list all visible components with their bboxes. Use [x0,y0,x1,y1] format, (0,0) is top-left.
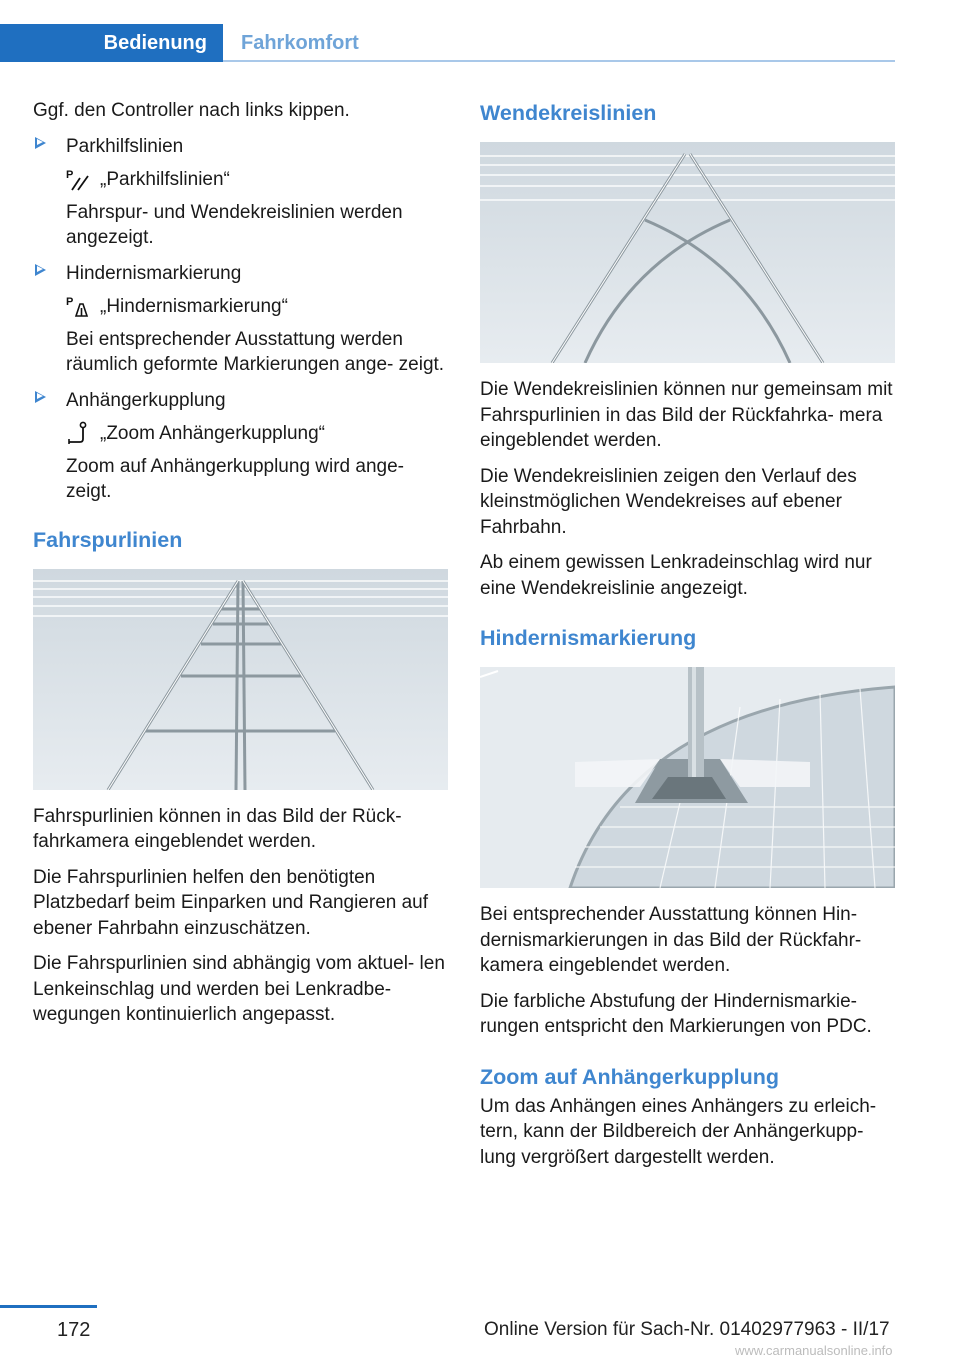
zoom-paragraph-1: Um das Anhängen eines Anhängers zu erleich‐ tern, kann der Bildbereich der Anhängerkupp‐ lung vergrößert dargestellt werden. [480,1095,877,1168]
wendekreislinien-paragraph-1: Die Wendekreislinien können nur gemeinsam mit Fahrspurlinien in das Bild der Rückfahrka‐ mera eingeblendet werden. [480,379,893,451]
bullet-triangle-icon [35,391,46,403]
list-item-hindernismarkierung [33,261,448,378]
hindernismarkierung-paragraph-1: Bei entsprechender Ausstattung können Hin‐ dernismarkierungen in das Bild der Rückfahr‐ kamera eingeblendet werden. [480,904,862,976]
menu-label: „Zoom Anhängerkupplung“ [100,422,325,444]
fahrspurlinien-image [33,569,448,790]
item-description: Fahrspur- und Wendekreislinien werden angezeigt. [66,201,403,248]
footer-divider [0,1305,97,1308]
item-description: Zoom auf Anhängerkupplung wird ange‐ zeigt. [66,455,405,502]
intro-text: Ggf. den Controller nach links kippen. [33,100,350,121]
svg-text:P: P [66,296,74,308]
header-divider [223,60,895,62]
tab-bedienung[interactable]: Bedienung [0,24,223,62]
item-title: Parkhilfslinien [66,135,184,157]
wendekreislinien-image [480,142,895,363]
header-tabs [0,24,895,62]
trailer-hitch-icon [66,421,90,445]
fahrspurlinien-paragraph-2: Die Fahrspurlinien helfen den benötigten Platzbedarf beim Einparken und Rangieren auf ebener Fahrbahn einzuschätzen. [33,866,429,939]
page-number: 172 [57,1319,91,1341]
right-column [480,98,895,1180]
menu-label: „Parkhilfslinien“ [100,168,230,190]
watermark: www.carmanualsonline.info [735,1343,893,1358]
item-title: Hindernismarkierung [66,262,242,284]
fahrspurlinien-paragraph-1: Fahrspurlinien können in das Bild der Rück‐ fahrkamera eingeblendet werden. [33,805,402,852]
tab-fahrkomfort[interactable]: Fahrkomfort [241,31,359,54]
list-item-anhaengerkupplung [33,388,448,505]
bullet-triangle-icon [35,137,46,149]
svg-text:P: P [66,169,74,181]
obstacle-marking-icon [66,294,90,318]
parking-lines-icon [66,167,90,191]
hindernismarkierung-image [480,667,895,888]
section-title-wendekreislinien: Wendekreislinien [480,101,657,125]
menu-label: „Hindernismarkierung“ [100,295,288,317]
section-title-fahrspurlinien: Fahrspurlinien [33,527,183,552]
online-version-text: Online Version für Sach-Nr. 01402977963 - II/17 [484,1319,890,1340]
fahrspurlinien-paragraph-3: Die Fahrspurlinien sind abhängig vom aktuel‐ len Lenkeinschlag und werden bei Lenkradbe‐ wegungen kontinuierlich angepasst. [33,953,445,1025]
list-item-parkhilfslinien [33,134,448,251]
section-title-hindernismarkierung: Hindernismarkierung [480,626,697,650]
wendekreislinien-paragraph-2: Die Wendekreislinien zeigen den Verlauf des kleinstmöglichen Wendekreises auf ebener Fahrbahn. [480,465,857,538]
left-column [33,98,448,1038]
bullet-triangle-icon [35,264,46,276]
item-description: Bei entsprechender Ausstattung werden räumlich geformte Markierungen ange‐ zeigt. [66,328,445,375]
item-title: Anhängerkupplung [66,389,226,411]
wendekreislinien-paragraph-3: Ab einem gewissen Lenkradeinschlag wird nur eine Wendekreislinie angezeigt. [480,552,872,599]
hindernismarkierung-paragraph-2: Die farbliche Abstufung der Hindernismarkie‐ rungen entspricht den Markierungen von PDC. [480,990,872,1037]
section-title-zoom-anhaengerkupplung: Zoom auf Anhängerkupplung [480,1064,779,1089]
